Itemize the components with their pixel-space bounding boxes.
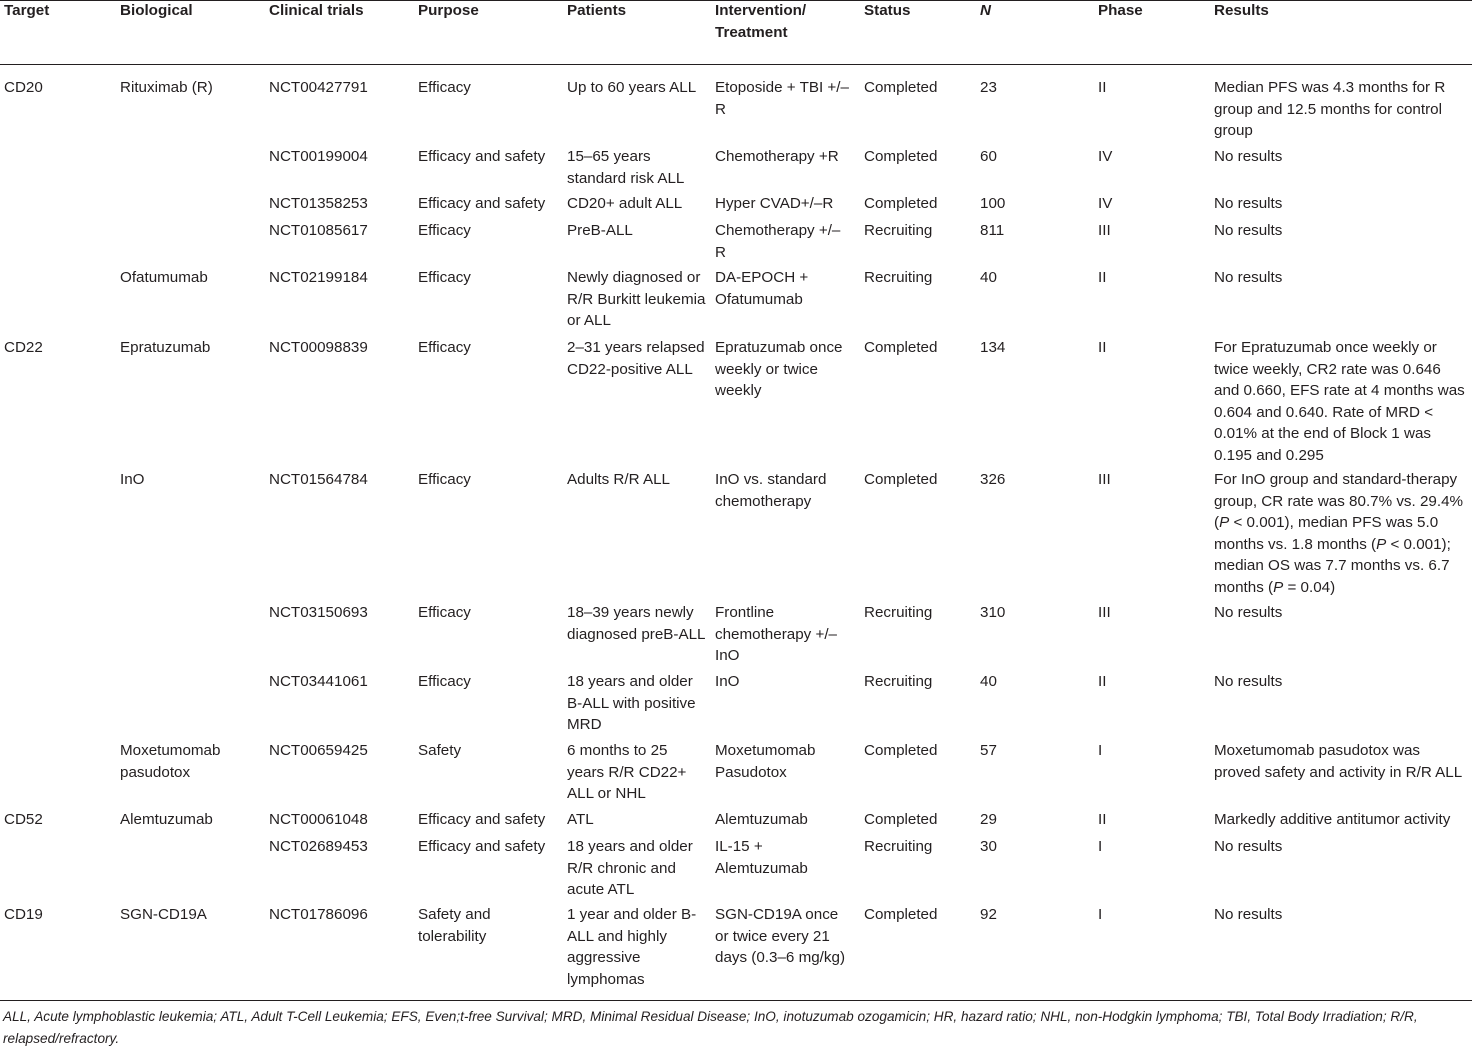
- results-cell: No results: [1214, 673, 1283, 690]
- status-cell: Recruiting: [864, 604, 933, 621]
- intervention-cell: InO vs. standard chemotherapy: [715, 471, 827, 510]
- patients-cell: Adults R/R ALL: [567, 471, 670, 488]
- n-cell: 30: [980, 838, 997, 855]
- trial-id-cell: NCT01786096: [269, 906, 368, 923]
- patients-cell: ATL: [567, 811, 594, 828]
- header-patients: Patients: [567, 2, 627, 19]
- n-cell: 60: [980, 148, 997, 165]
- trial-id-cell: NCT00427791: [269, 79, 368, 96]
- patients-cell: 1 year and older B- ALL and highly aggressive lymphomas: [567, 906, 697, 988]
- purpose-cell: Efficacy: [418, 269, 471, 286]
- phase-cell: IV: [1098, 148, 1113, 165]
- status-cell: Recruiting: [864, 673, 933, 690]
- patients-cell: Up to 60 years ALL: [567, 79, 697, 96]
- n-cell: 100: [980, 195, 1006, 212]
- patients-cell: CD20+ adult ALL: [567, 195, 683, 212]
- purpose-cell: Efficacy: [418, 339, 471, 356]
- n-cell: 23: [980, 79, 997, 96]
- status-cell: Completed: [864, 79, 938, 96]
- patients-cell: 18 years and older B-ALL with positive MRD: [567, 673, 696, 733]
- biological-cell: SGN-CD19A: [120, 906, 207, 923]
- results-cell: No results: [1214, 148, 1283, 165]
- phase-cell: III: [1098, 604, 1111, 621]
- results-cell: No results: [1214, 269, 1283, 286]
- intervention-cell: Epratuzumab once weekly or twice weekly: [715, 339, 843, 399]
- trial-id-cell: NCT03150693: [269, 604, 368, 621]
- purpose-cell: Efficacy and safety: [418, 148, 546, 165]
- table-bottom-rule: [0, 1000, 1472, 1001]
- biological-cell: InO: [120, 471, 145, 488]
- phase-cell: IV: [1098, 195, 1113, 212]
- status-cell: Completed: [864, 471, 938, 488]
- target-cell: CD52: [4, 811, 43, 828]
- patients-cell: 18 years and older R/R chronic and acute ATL: [567, 838, 693, 898]
- purpose-cell: Efficacy: [418, 673, 471, 690]
- table-header-row: [0, 0, 1472, 64]
- intervention-cell: InO: [715, 673, 740, 690]
- status-cell: Completed: [864, 148, 938, 165]
- patients-cell: 15–65 years standard risk ALL: [567, 148, 685, 187]
- trial-id-cell: NCT00098839: [269, 339, 368, 356]
- n-cell: 811: [980, 222, 1005, 239]
- patients-cell: 18–39 years newly diagnosed preB-ALL: [567, 604, 706, 643]
- phase-cell: I: [1098, 838, 1103, 855]
- purpose-cell: Safety and tolerability: [418, 906, 491, 945]
- trial-id-cell: NCT00659425: [269, 742, 368, 759]
- header-phase: Phase: [1098, 2, 1143, 19]
- trial-id-cell: NCT01358253: [269, 195, 368, 212]
- phase-cell: II: [1098, 79, 1107, 96]
- n-cell: 326: [980, 471, 1006, 488]
- header-rule: [0, 64, 1472, 65]
- n-cell: 29: [980, 811, 997, 828]
- purpose-cell: Efficacy: [418, 222, 471, 239]
- trial-id-cell: NCT01085617: [269, 222, 368, 239]
- status-cell: Completed: [864, 906, 938, 923]
- results-cell: No results: [1214, 604, 1283, 621]
- results-cell: No results: [1214, 906, 1283, 923]
- intervention-cell: IL-15 + Alemtuzumab: [715, 838, 808, 877]
- n-cell: 310: [980, 604, 1006, 621]
- header-results: Results: [1214, 2, 1269, 19]
- status-cell: Completed: [864, 742, 938, 759]
- intervention-cell: Hyper CVAD+/–R: [715, 195, 834, 212]
- status-cell: Completed: [864, 811, 938, 828]
- target-cell: CD20: [4, 79, 43, 96]
- header-purpose: Purpose: [418, 2, 479, 19]
- trial-id-cell: NCT02689453: [269, 838, 368, 855]
- results-cell: No results: [1214, 195, 1283, 212]
- target-cell: CD19: [4, 906, 43, 923]
- phase-cell: II: [1098, 811, 1107, 828]
- purpose-cell: Efficacy: [418, 604, 471, 621]
- purpose-cell: Efficacy: [418, 79, 471, 96]
- biological-cell: Alemtuzumab: [120, 811, 213, 828]
- purpose-cell: Efficacy and safety: [418, 811, 546, 828]
- biological-cell: Rituximab (R): [120, 79, 213, 96]
- status-cell: Recruiting: [864, 269, 933, 286]
- header-clinical-trials: Clinical trials: [269, 2, 364, 19]
- biological-cell: Epratuzumab: [120, 339, 211, 356]
- header-intervention: Intervention/ Treatment: [715, 2, 807, 41]
- n-cell: 40: [980, 673, 997, 690]
- trial-id-cell: NCT01564784: [269, 471, 368, 488]
- phase-cell: I: [1098, 906, 1103, 923]
- intervention-cell: DA-EPOCH + Ofatumumab: [715, 269, 809, 308]
- header-n: N: [980, 2, 991, 19]
- phase-cell: II: [1098, 269, 1107, 286]
- patients-cell: PreB-ALL: [567, 222, 633, 239]
- status-cell: Recruiting: [864, 838, 933, 855]
- table-footnote: ALL, Acute lymphoblastic leukemia; ATL, Adult T-Cell Leukemia; EFS, Even;t-free Survival; MRD, Minimal Residual Disease; InO, inotuzumab ozogamicin; HR, hazard ratio; NHL, non-Hodgkin lymphoma; TBI, Total Body Irradiation; R/R, relapsed/refractory.: [3, 1009, 1418, 1046]
- trial-id-cell: NCT00061048: [269, 811, 368, 828]
- results-cell: Moxetumomab pasudotox was proved safety and activity in R/R ALL: [1214, 742, 1463, 781]
- phase-cell: I: [1098, 742, 1103, 759]
- intervention-cell: Alemtuzumab: [715, 811, 808, 828]
- n-cell: 40: [980, 269, 997, 286]
- purpose-cell: Efficacy: [418, 471, 471, 488]
- trial-id-cell: NCT02199184: [269, 269, 368, 286]
- results-cell: For Epratuzumab once weekly or twice weekly, CR2 rate was 0.646 and 0.660, EFS rate at 4 months was 0.604 and 0.640. Rate of MRD < 0.01% at the end of Block 1 was 0.195 and 0.295: [1214, 339, 1465, 464]
- results-cell: No results: [1214, 838, 1283, 855]
- results-cell: For InO group and standard-therapy group, CR rate was 80.7% vs. 29.4% (P < 0.001), median PFS was 5.0 months vs. 1.8 months (P < 0.001); median OS was 7.7 months vs. 6.7 months (P = 0.04): [1214, 471, 1464, 596]
- intervention-cell: Moxetumomab Pasudotox: [715, 742, 816, 781]
- results-cell: Median PFS was 4.3 months for R group and 12.5 months for control group: [1214, 79, 1446, 139]
- header-biological: Biological: [120, 2, 193, 19]
- phase-cell: II: [1098, 673, 1107, 690]
- n-cell: 57: [980, 742, 997, 759]
- status-cell: Completed: [864, 195, 938, 212]
- results-cell: Markedly additive antitumor activity: [1214, 811, 1451, 828]
- patients-cell: 6 months to 25 years R/R CD22+ ALL or NHL: [567, 742, 687, 802]
- trial-id-cell: NCT03441061: [269, 673, 368, 690]
- phase-cell: III: [1098, 222, 1111, 239]
- target-cell: CD22: [4, 339, 43, 356]
- patients-cell: Newly diagnosed or R/R Burkitt leukemia or ALL: [567, 269, 706, 329]
- phase-cell: II: [1098, 339, 1107, 356]
- purpose-cell: Efficacy and safety: [418, 195, 546, 212]
- phase-cell: III: [1098, 471, 1111, 488]
- purpose-cell: Efficacy and safety: [418, 838, 546, 855]
- header-status: Status: [864, 2, 911, 19]
- intervention-cell: Chemotherapy +R: [715, 148, 839, 165]
- intervention-cell: Frontline chemotherapy +/– InO: [715, 604, 837, 664]
- header-target: Target: [4, 2, 50, 19]
- intervention-cell: SGN-CD19A once or twice every 21 days (0.3–6 mg/kg): [715, 906, 845, 966]
- status-cell: Recruiting: [864, 222, 933, 239]
- n-cell: 134: [980, 339, 1006, 356]
- patients-cell: 2–31 years relapsed CD22-positive ALL: [567, 339, 705, 378]
- trial-id-cell: NCT00199004: [269, 148, 368, 165]
- biological-cell: Ofatumumab: [120, 269, 208, 286]
- biological-cell: Moxetumomab pasudotox: [120, 742, 221, 781]
- intervention-cell: Chemotherapy +/– R: [715, 222, 841, 261]
- intervention-cell: Etoposide + TBI +/–R: [715, 79, 849, 118]
- status-cell: Completed: [864, 339, 938, 356]
- n-cell: 92: [980, 906, 997, 923]
- purpose-cell: Safety: [418, 742, 462, 759]
- results-cell: No results: [1214, 222, 1283, 239]
